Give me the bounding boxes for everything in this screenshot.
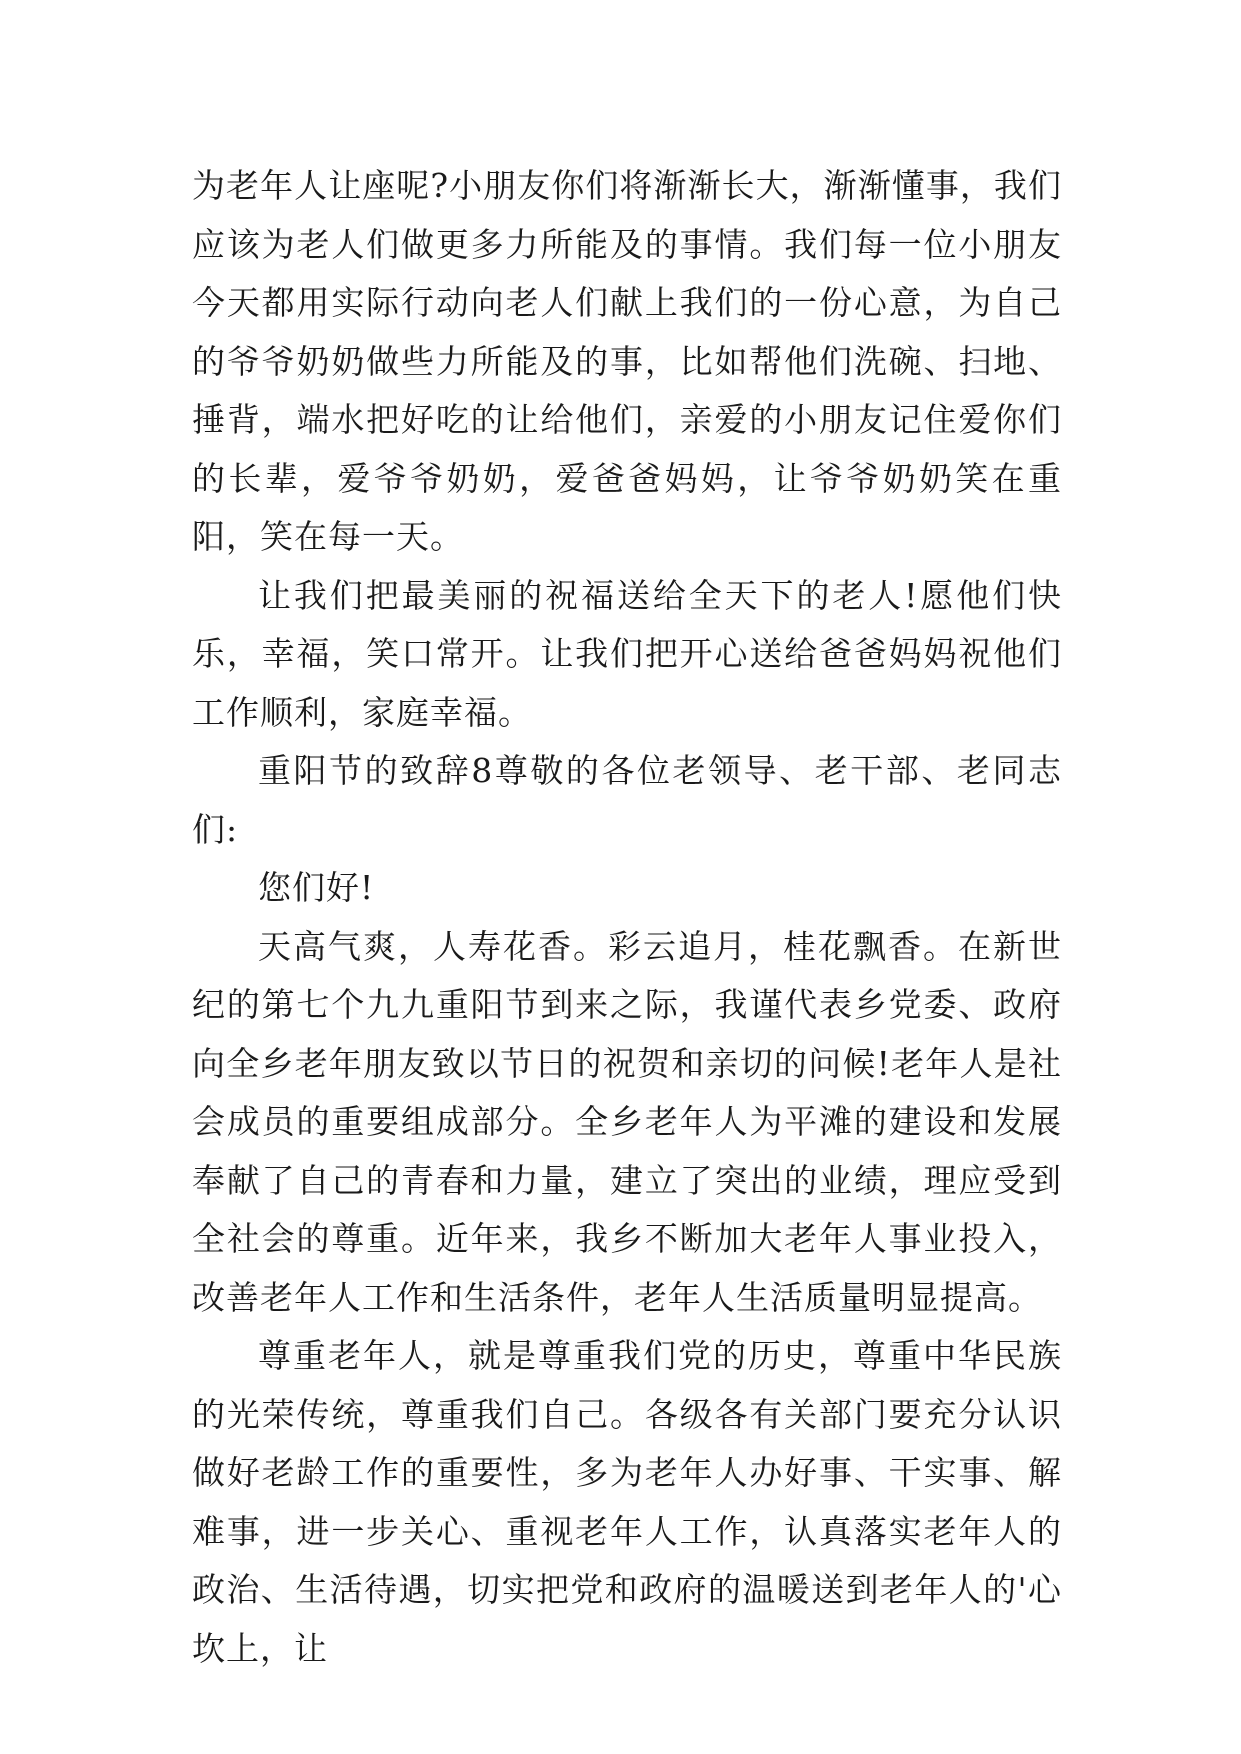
paragraph-festival: 天高气爽，人寿花香。彩云追月，桂花飘香。在新世纪的第七个九九重阳节到来之际，我谨代表乡党委、政府向全乡老年朋友致以节日的祝贺和亲切的问候!老年人是社会成员的重要组成部分。全乡老年人为平滩的建设和发展奉献了自己的青春和力量，建立了突出的业绩，理应受到全社会的尊重。近年来，我乡不断加大老年人事业投入，改善老年人工作和生活条件，老年人生活质量明显提高。 — [192, 926, 1062, 1317]
paragraph-respect: 尊重老年人，就是尊重我们党的历史，尊重中华民族的光荣传统，尊重我们自己。各级各有关部门要充分认识做好老龄工作的重要性，多为老年人办好事、干实事、解难事，进一步关心、重视老年人工作，认真落实老年人的政治、生活待遇，切实把党和政府的温暖送到老年人的'心坎上，让 — [192, 1336, 1062, 1668]
document-body — [192, 157, 1062, 1678]
speech-heading: 重阳节的致辞8尊敬的各位老领导、老干部、老同志们: — [192, 751, 1062, 849]
speech-greeting: 您们好! — [258, 868, 375, 907]
paragraph-continuation: 为老年人让座呢?小朋友你们将渐渐长大，渐渐懂事，我们应该为老人们做更多力所能及的事情。我们每一位小朋友今天都用实际行动向老人们献上我们的一份心意，为自己的爷爷奶奶做些力所能及的事，比如帮他们洗碗、扫地、捶背，端水把好吃的让给他们，亲爱的小朋友记住爱你们的长辈，爱爷爷奶奶，爱爸爸妈妈，让爷爷奶奶笑在重阳，笑在每一天。 — [192, 166, 1062, 556]
paragraph-blessing: 让我们把最美丽的祝福送给全天下的老人!愿他们快乐，幸福，笑口常开。让我们把开心送给爸爸妈妈祝他们工作顺利，家庭幸福。 — [192, 575, 1062, 732]
